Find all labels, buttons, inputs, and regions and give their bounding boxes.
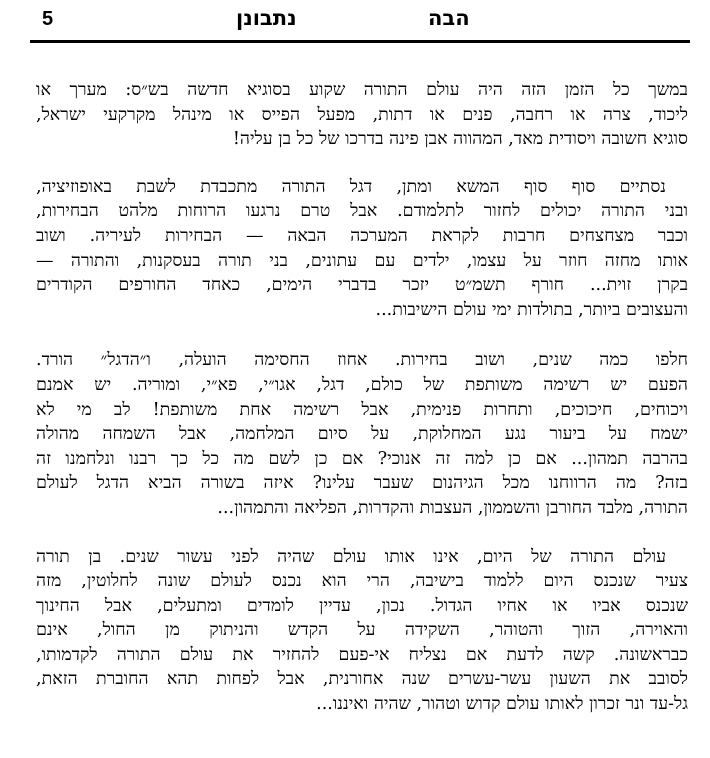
text-line: שנכנס אביו או אחיו הגדול. נכון, עדיין לומדים ומתעלים, אבל החינוך: [36, 595, 688, 616]
text-line: צעיר שנכנס היום ללמוד בישיבה, הרי הוא נכנס לעולם שונה לחלוטין, מזה: [36, 571, 688, 592]
header-rule: [30, 40, 690, 43]
page-number: 5: [42, 8, 54, 30]
text-line: חלפו כמה שנים, ושוב בחירות. אחוז החסימה הועלה, ו״הדגל״ הורד.: [36, 350, 688, 371]
text-line: עולם התורה של היום, אינו אותו עולם שהיה לפני עשור שנים. בן תורה: [36, 546, 666, 567]
page-header: [0, 0, 710, 40]
text-line: נסתיים סוף סוף המשא ומתן, דגל התורה מתכבדת לשבת באופוזיציה,: [36, 176, 666, 197]
text-line: לסובב את השעון עשר-עשרים שנה אחורנית, אבל לפחות תהא החוברת הזאת,: [36, 669, 688, 690]
text-line: ישמח על ביעור נגע המחלוקת, על סיום המלחמה, אבל השמחה מהולה: [36, 424, 688, 445]
text-line: גל-עד ונר זכרון לאותו עולם קדוש וטהור, שהיה ואיננו...: [316, 694, 688, 715]
text-line: וכבר מצחצחים חרבות לקראת המערכה הבאה — הבחירות לעיריה. ושוב: [36, 225, 688, 246]
text-line: התורה, מלבד החורבן והשממון, העצבות והקדרות, הפליאה והתמהון...: [217, 497, 688, 518]
text-line: בהרבה תמהון... אם כן למה זה אנוכי? אם כן לשם מה כל כך רבנו ונלחמנו זה: [36, 448, 688, 469]
text-line: הפעם יש רשימה משותפת של כולם, דגל, אגו״י, פא״י, ומוריה. יש אמנם: [36, 374, 688, 395]
text-line: ליכוד, צרה או רחבה, פנים או דתות, מפעל הפייס או מינהל מקרקעי ישראל,: [36, 104, 688, 125]
paragraph-1: [36, 78, 688, 152]
text-line: כבראשונה. קשה לדעת אם נצליח אי-פעם להחזיר את עולם התורה לקדמותו,: [36, 644, 688, 665]
paragraph-2: [36, 175, 688, 323]
text-line: והעצובים ביותר, בתולדות ימי עולם הישיבות...: [375, 299, 688, 320]
text-line: סוגיא חשובה ויסודית מאד, המהווה אבן פינה בדרכו של כל בן עליה!: [232, 129, 688, 150]
text-line: ויכוחים, חיכוכים, ותחרות פנימית, אבל רשימה אחת משותפת! לב מי לא: [36, 399, 688, 420]
text-line: ובני התורה יכולים לחזור לתלמודם. אבל טרם נרגעו הרוחות מלהט הבחירות,: [36, 201, 688, 222]
body-text: [36, 78, 688, 717]
paragraph-4: [36, 545, 688, 717]
text-line: והאוירה, הזוך והטוהר, השקידה על הקדש והניתוק מן החול, אינם: [36, 620, 688, 641]
running-title-left: נתבונן: [236, 6, 297, 30]
paragraph-3: [36, 348, 688, 520]
text-line: בקרן זוית... חורף תשמ״ט יזכר בדברי הימים, כאחד החורפים הקודרים: [36, 275, 688, 296]
running-title-right: הבה: [428, 6, 470, 30]
text-line: בזה? מה הרווחנו מכל הגיהנום שעבר עלינו? איזה בשורה הביא הדגל לעולם: [36, 473, 688, 494]
text-line: במשך כל הזמן הזה היה עולם התורה שקוע בסוגיא חדשה בש״ס: מערך או: [36, 80, 688, 100]
text-line: אותו מחזה חוזר על עצמו, ילדים עם עתונים, בני תורה בעסקנות, והתורה —: [36, 250, 688, 271]
